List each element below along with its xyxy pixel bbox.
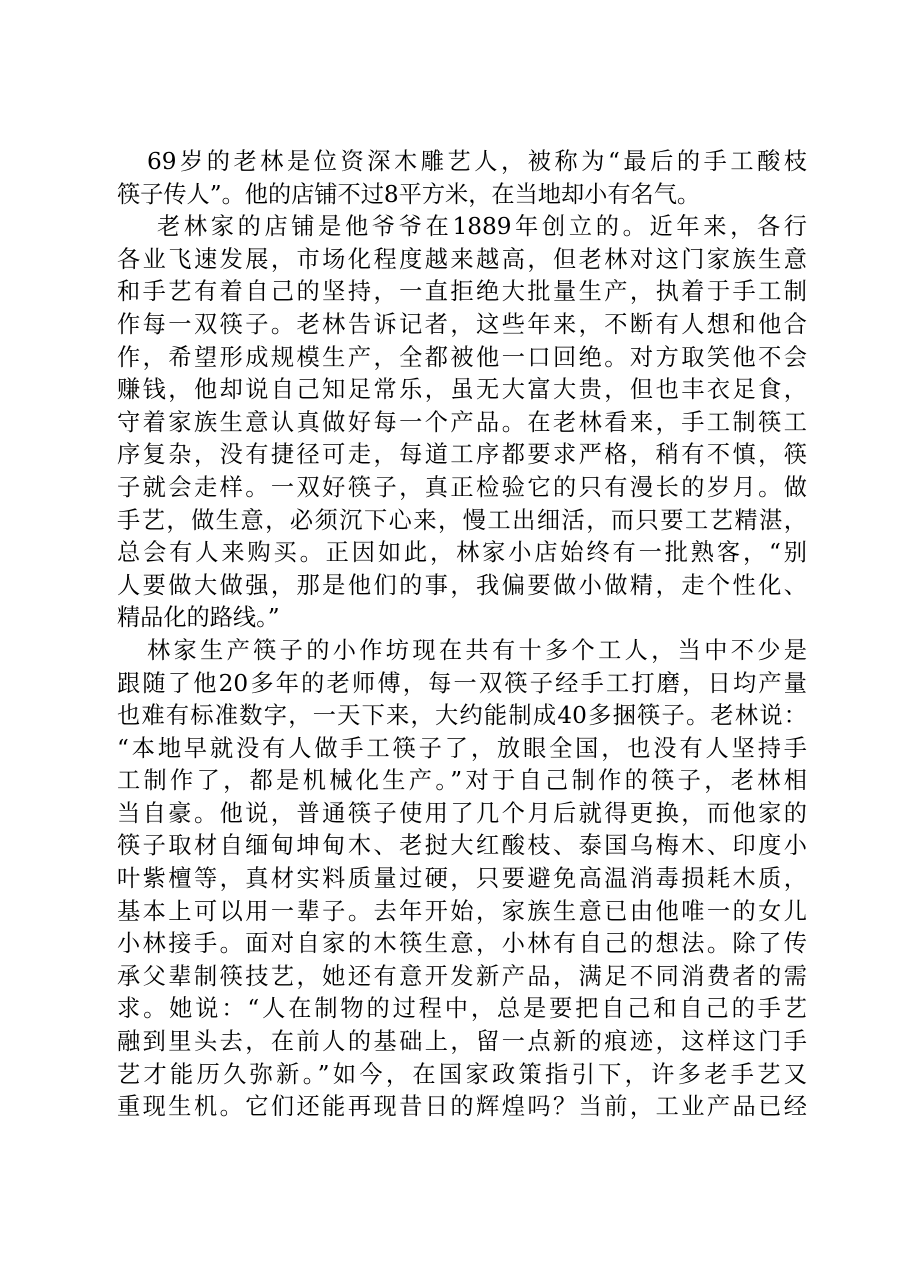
text-line: 重现生机。它们还能再现昔日的辉煌吗？当前，工业产品已经 xyxy=(117,1093,807,1121)
text-line: 守着家族生意认真做好每一个产品。在老林看来，手工制筷工 xyxy=(117,408,807,436)
text-line: 手艺，做生意，必须沉下心来，慢工出细活，而只要工艺精湛， xyxy=(117,506,807,534)
text-line: 作每一双筷子。老林告诉记者，这些年来，不断有人想和他合 xyxy=(117,310,807,338)
text-line: 作，希望形成规模生产，全都被他一口回绝。对方取笑他不会 xyxy=(117,343,807,371)
text-line: 和手艺有着自己的坚持，一直拒绝大批量生产，执着于手工制 xyxy=(117,278,807,306)
text-line: 跟随了他20多年的老师傅，每一双筷子经手工打磨，日均产量 xyxy=(117,669,807,697)
text-line: 序复杂，没有捷径可走，每道工序都要求严格，稍有不慎，筷 xyxy=(117,441,807,469)
text-line: 赚钱，他却说自己知足常乐，虽无大富大贵，但也丰衣足食， xyxy=(117,376,807,404)
text-line: 融到里头去，在前人的基础上，留一点新的痕迹，这样这门手 xyxy=(117,1028,807,1056)
text-line: 精品化的路线。” xyxy=(117,604,280,632)
paragraph-1 xyxy=(117,146,807,211)
text-line: 总会有人来购买。正因如此，林家小店始终有一批熟客，“别 xyxy=(117,539,807,567)
text-line: 当自豪。他说，普通筷子使用了几个月后就得更换，而他家的 xyxy=(117,799,807,827)
text-line: 69岁的老林是位资深木雕艺人，被称为“最后的手工酸枝 xyxy=(147,148,807,175)
text-line: 老林家的店铺是他爷爷在1889年创立的。近年来，各行 xyxy=(157,213,807,241)
text-line: 承父辈制筷技艺，她还有意开发新产品，满足不同消费者的需 xyxy=(117,962,807,990)
text-line: 林家生产筷子的小作坊现在共有十多个工人，当中不少是 xyxy=(147,636,807,664)
text-line: 筷子取材自缅甸坤甸木、老挝大红酸枝、泰国乌梅木、印度小 xyxy=(117,832,807,860)
article-body xyxy=(117,146,807,1124)
text-line: 求。她说：“人在制物的过程中，总是要把自己和自己的手艺 xyxy=(117,995,807,1023)
text-line: 基本上可以用一辈子。去年开始，家族生意已由他唯一的女儿 xyxy=(117,897,807,925)
paragraph-3 xyxy=(117,635,807,1124)
text-line: 也难有标准数字，一天下来，大约能制成40多捆筷子。老林说： xyxy=(117,702,807,730)
text-line: 叶紫檀等，真材实料质量过硬，只要避免高温消毒损耗木质， xyxy=(117,865,807,893)
text-line: 筷子传人”。他的店铺不过8平方米，在当地却小有名气。 xyxy=(117,180,701,208)
text-line: 艺才能历久弥新。”如今，在国家政策指引下，许多老手艺又 xyxy=(117,1060,807,1088)
text-line: 人要做大做强，那是他们的事，我偏要做小做精，走个性化、 xyxy=(117,571,807,599)
paragraph-2 xyxy=(117,211,807,635)
text-line: 各业飞速发展，市场化程度越来越高，但老林对这门家族生意 xyxy=(117,245,807,273)
text-line: “本地早就没有人做手工筷子了，放眼全国，也没有人坚持手 xyxy=(117,734,807,762)
text-line: 工制作了，都是机械化生产。”对于自己制作的筷子，老林相 xyxy=(117,767,807,795)
text-line: 小林接手。面对自家的木筷生意，小林有自己的想法。除了传 xyxy=(117,930,807,958)
text-line: 子就会走样。一双好筷子，真正检验它的只有漫长的岁月。做 xyxy=(117,473,807,501)
